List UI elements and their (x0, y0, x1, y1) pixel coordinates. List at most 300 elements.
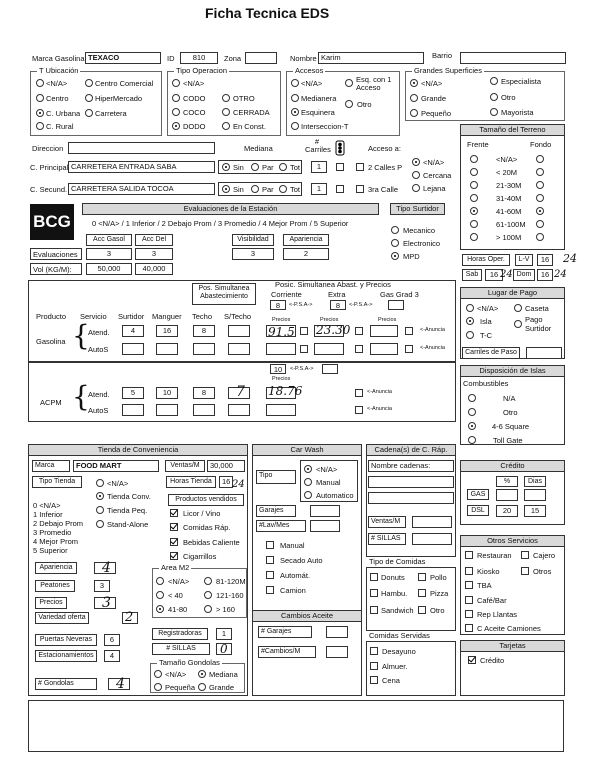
acceso-lejana-radio[interactable] (412, 184, 420, 192)
carwash-automat-check-label: Automát. (280, 571, 311, 580)
variedad-handwritten: 2 (125, 610, 134, 625)
gondolas-title: Tamaño Gondolas (159, 658, 220, 667)
tienda-horas-handwritten: 24 (232, 479, 245, 490)
tienda-horas-field[interactable]: 16 (219, 476, 233, 488)
traffic-light-icon (333, 140, 347, 156)
pago-tc-radio[interactable] (466, 331, 474, 339)
area-160-label: > 160 (216, 605, 235, 614)
servicio-aceite-label: C Aceite Camiones (477, 624, 541, 633)
acpm-pos-field-2[interactable] (322, 364, 338, 374)
area-121-radio[interactable] (204, 591, 212, 599)
terreno-frente-radio[interactable] (470, 233, 478, 241)
terreno-fondo-radio[interactable] (536, 168, 544, 176)
tienda-tipo-peq-label: Tienda Peq. (107, 506, 148, 515)
servicio-cajero-label: Cajero (533, 551, 556, 560)
horas-dom-field[interactable]: 16 (537, 269, 553, 281)
eval-visibilidad-field[interactable]: 3 (232, 248, 274, 260)
evaluaciones-title: Evaluaciones de la Estación (82, 203, 379, 215)
ubicacion-na-radio[interactable] (36, 79, 44, 87)
horas-sab-label: Sab (462, 269, 482, 281)
zona-field[interactable] (245, 52, 277, 64)
gondolas-na-radio[interactable] (154, 670, 162, 678)
islas-otro-label: Otro (503, 408, 518, 417)
gasolina-check-2[interactable] (355, 327, 363, 335)
eval-header-acc-gasol: Acc Gasol (86, 234, 132, 246)
gasolina-autos-check-2[interactable] (355, 345, 363, 353)
acpm-techo-field[interactable]: 8 (193, 387, 215, 399)
servicio-tba-check[interactable] (465, 581, 473, 589)
secundaria-field[interactable]: CARRETERA SALIDA TOCOA (68, 183, 215, 195)
accesos-esquinera-radio[interactable] (291, 108, 299, 116)
pos-simultanea-label: Pos. Simultanea Abastecimiento (192, 283, 256, 305)
acpm-autos-check-1[interactable] (355, 406, 363, 414)
ngondolas-label: # Gondolas (35, 678, 97, 690)
acpm-check-1[interactable] (355, 389, 363, 397)
accesos-intersec-label: Interseccion-T (301, 122, 349, 131)
credito-gas-pct[interactable] (496, 489, 518, 501)
tienda-tipo-conv-radio[interactable] (96, 492, 104, 500)
gasolina-autos-stecho[interactable] (228, 343, 250, 355)
servicio-cafe-check[interactable] (465, 596, 473, 604)
eval-apariencia-field[interactable]: 2 (283, 248, 329, 260)
acceso-na-label: <N/A> (423, 158, 445, 167)
producto-bebidas-check[interactable] (170, 538, 178, 546)
marca-field[interactable]: TEXACO (85, 52, 161, 64)
ubicacion-na-label: <N/A> (46, 79, 68, 88)
ubicacion-title: T Ubicación (39, 66, 79, 75)
superficies-grande-label: Grande (421, 94, 447, 103)
accesos-na-radio[interactable] (291, 79, 299, 87)
terreno-frente-radio[interactable] (470, 181, 478, 189)
carwash-manual-radio[interactable] (304, 478, 312, 486)
nombre-field[interactable]: Karim (318, 52, 424, 64)
islas-square-radio[interactable] (468, 422, 476, 430)
cadena-nombre-3[interactable] (368, 492, 454, 504)
accesos-medianera-label: Medianera (301, 94, 337, 103)
gasolina-precios-3: Precios (378, 317, 397, 323)
aceite-title: Cambios Aceite (252, 610, 362, 622)
gasolina-autos-techo[interactable] (193, 343, 215, 355)
terreno-frente-radio[interactable] (470, 155, 478, 163)
tienda-marca-label: Marca (32, 460, 70, 472)
secundaria-tot-radio[interactable] (279, 185, 287, 193)
tienda-ventas-label: Ventas/M (165, 460, 205, 472)
tienda-tipo-na-radio[interactable] (96, 479, 104, 487)
combustibles-label: Combustibles (463, 379, 509, 388)
acceso-cercana-radio[interactable] (412, 171, 420, 179)
barrio-field[interactable] (460, 52, 566, 64)
horas-sab-handwritten: 24 (500, 269, 513, 280)
ubicacion-hiper-radio[interactable] (85, 94, 93, 102)
servida-cena-check[interactable] (370, 676, 378, 684)
islas-square-label: 4-6 Square (492, 422, 530, 431)
gasolina-techo-field[interactable]: 8 (193, 325, 215, 337)
secundaria-carriles-field[interactable]: 1 (311, 183, 327, 195)
operacion-na-radio[interactable] (172, 79, 180, 87)
comida-donuts-check[interactable] (370, 573, 378, 581)
tienda-marca-field[interactable]: FOOD MART (73, 460, 159, 472)
servicios-panel (460, 535, 565, 635)
ubicacion-rural-radio[interactable] (36, 122, 44, 130)
carwash-manual-check[interactable] (266, 541, 274, 549)
superficies-pequeno-radio[interactable] (410, 109, 418, 117)
horas-lv-label: L-V (515, 254, 533, 266)
precios-handwritten: 3 (102, 595, 111, 611)
carwash-auto-radio[interactable] (304, 491, 312, 499)
notes-area[interactable] (28, 700, 564, 752)
carriles-paso-field[interactable] (526, 347, 562, 359)
carwash-manual-label: Manual (316, 478, 341, 487)
evaluaciones-row-label: Evaluaciones (33, 250, 78, 259)
gasolina-autos-precio-1[interactable] (266, 343, 296, 355)
secundaria-par-radio[interactable] (251, 185, 259, 193)
tienda-tipo-alone-radio[interactable] (96, 520, 104, 528)
accesos-esquinera-label: Esquinera (301, 108, 335, 117)
surtidor-mecanico-label: Mecanico (403, 226, 436, 235)
area-121-label: 121-160 (216, 591, 244, 600)
comida-otro-check[interactable] (418, 606, 426, 614)
operacion-coco-label: COCO (183, 108, 206, 117)
terreno-title: Tamaño del Terreno (460, 124, 565, 136)
principal-calles-label: 2 Calles P (368, 163, 403, 172)
surtidor-mpd-radio[interactable] (391, 252, 399, 260)
eval-acc-gasol-field[interactable]: 3 (86, 248, 132, 260)
eval-header-visibilidad: Visibilidad (232, 234, 274, 246)
terreno-frente-radio[interactable] (470, 194, 478, 202)
credito-dsl-pct[interactable]: 20 (496, 505, 518, 517)
ubicacion-centro-radio[interactable] (36, 94, 44, 102)
comida-pizza-check[interactable] (418, 589, 426, 597)
id-label: ID (167, 54, 175, 63)
carriles-label: # Carriles (305, 137, 331, 155)
horas-oper-label: Horas Oper. (462, 254, 510, 266)
servicio-llantas-label: Rep Llantas (477, 610, 518, 619)
operacion-cerrada-radio[interactable] (222, 108, 230, 116)
tienda-ventas-field[interactable]: 30,000 (207, 460, 245, 472)
terreno-fondo-label: Fondo (530, 140, 552, 149)
comida-sandwich-check[interactable] (370, 606, 378, 614)
terreno-frente-radio[interactable] (470, 168, 478, 176)
carwash-na-label: <N/A> (316, 465, 338, 474)
marca-label: Marca Gasolina (32, 54, 85, 63)
tarjeta-credito-label: Crédito (480, 656, 505, 665)
gasolina-check-1[interactable] (300, 327, 308, 335)
carwash-lav-field[interactable] (310, 520, 340, 532)
gondolas-grande-radio[interactable] (198, 683, 206, 691)
comida-pollo-check[interactable] (418, 573, 426, 581)
tienda-scale-4: 4 Mejor Prom (33, 537, 79, 546)
direccion-field[interactable] (68, 142, 215, 154)
producto-cigarrillos-label: Cigarrillos (183, 552, 217, 561)
cadena-sillas-field[interactable] (412, 533, 452, 545)
tarjeta-credito-check[interactable] (468, 656, 476, 664)
apariencia-label: Apariencia (35, 562, 77, 574)
vol-gasol-field[interactable]: 50,000 (86, 263, 132, 275)
superficies-pequeno-label: Pequeño (421, 109, 452, 118)
servicio-cajero-check[interactable] (521, 551, 529, 559)
area-4180-radio[interactable] (156, 605, 164, 613)
variedad-label: Variedad oferta (35, 612, 89, 624)
accesos-otro-radio[interactable] (345, 100, 353, 108)
terreno-frente-radio[interactable] (470, 207, 478, 215)
horas-lv-field[interactable]: 16 (537, 254, 553, 266)
vol-del-field[interactable]: 40,000 (135, 263, 173, 275)
principal-check-2[interactable] (356, 163, 364, 171)
carwash-garajes-field[interactable] (310, 505, 340, 517)
operacion-na-label: <N/A> (183, 79, 205, 88)
gasolina-manguer-field[interactable]: 16 (156, 325, 178, 337)
acpm-stecho-handwritten: 7 (236, 384, 245, 400)
gasolina-autos-precio-2[interactable] (314, 343, 344, 355)
acpm-manguer-field[interactable]: 10 (156, 387, 178, 399)
pago-title: Lugar de Pago (460, 287, 565, 299)
gasolina-stecho-field[interactable] (228, 325, 250, 337)
acpm-pos-field[interactable]: 10 (270, 364, 286, 374)
nombre-label: Nombre (290, 54, 317, 63)
estac-field[interactable]: 4 (104, 650, 120, 662)
tienda-sillas-handwritten: 0 (220, 642, 228, 656)
accesos-medianera-radio[interactable] (291, 94, 299, 102)
tienda-tipo-peq-radio[interactable] (96, 506, 104, 514)
surtidor-mpd-label: MPD (403, 252, 420, 261)
operacion-codo-label: CODO (183, 94, 206, 103)
secundaria-sin-radio[interactable] (222, 185, 230, 193)
servicio-restauran-check[interactable] (465, 551, 473, 559)
eval-acc-del-field[interactable]: 3 (135, 248, 173, 260)
acpm-autos-techo[interactable] (193, 404, 215, 416)
header-techo: Techo (192, 312, 213, 321)
principal-carriles-field[interactable]: 1 (311, 161, 327, 173)
gasolina-autos-precio-3[interactable] (370, 343, 398, 355)
operacion-codo-radio[interactable] (172, 94, 180, 102)
corriente-pos-field[interactable]: 8 (270, 300, 286, 310)
gasolina-precios-1: Precios (272, 317, 291, 323)
ubicacion-rural-label: C. Rural (46, 122, 74, 131)
acpm-autos-manguer[interactable] (156, 404, 178, 416)
gasolina-autos-surtidor[interactable] (122, 343, 144, 355)
cadena-ventas-label: Ventas/M (368, 516, 406, 528)
operacion-const-radio[interactable] (222, 122, 230, 130)
aceite-garajes-label: # Garajes (258, 626, 312, 638)
extra-psa-label: <-P.S.A-> (349, 302, 373, 308)
producto-cigarrillos-check[interactable] (170, 552, 178, 560)
surtidor-electronico-label: Electronico (403, 239, 441, 248)
pago-isla-label: Isla (480, 317, 492, 326)
cadena-nombre-field[interactable]: Nombre cadenas: (368, 460, 454, 472)
terreno-option-label: 31-40M (496, 194, 522, 203)
tienda-tipo-conv-label: Tienda Conv. (107, 492, 151, 501)
gasolina-surtidor-field[interactable]: 4 (122, 325, 144, 337)
gasolina-autos-check-1[interactable] (300, 345, 308, 353)
gasolina-check-3[interactable] (405, 327, 413, 335)
registradoras-label: Registradoras (152, 628, 208, 640)
accesos-esq-radio[interactable] (345, 79, 353, 87)
islas-toll-radio[interactable] (468, 436, 476, 444)
header-surtidor: Surtidor (118, 312, 145, 321)
posic-simultanea-label: Posic. Simultanea Abast. y Precios (275, 280, 391, 289)
producto-licor-label: Licor / Vino (183, 509, 221, 518)
ubicacion-urbana-radio[interactable] (36, 109, 44, 117)
carwash-automat-check[interactable] (266, 571, 274, 579)
carwash-garajes-label: Garajes (256, 505, 296, 517)
ubicacion-carretera-radio[interactable] (85, 109, 93, 117)
islas-na-radio[interactable] (468, 394, 476, 402)
accesos-intersec-radio[interactable] (291, 122, 299, 130)
principal-label: C. Principal (30, 163, 69, 172)
area-title: Area M2 (161, 563, 190, 572)
registradoras-field[interactable]: 1 (216, 628, 232, 640)
ubicacion-cc-label: Centro Comercial (95, 79, 154, 88)
operacion-cerrada-label: CERRADA (233, 108, 270, 117)
terreno-fondo-radio[interactable] (536, 181, 544, 189)
carwash-secado-check[interactable] (266, 556, 274, 564)
acpm-surtidor-field[interactable]: 5 (122, 387, 144, 399)
puertas-label: Puertas Neveras (35, 634, 97, 646)
acpm-autos-stecho[interactable] (228, 404, 250, 416)
operacion-const-label: En Const. (233, 122, 266, 131)
acceso-lejana-label: Lejana (423, 184, 446, 193)
acpm-autos-surtidor[interactable] (122, 404, 144, 416)
credito-dsl-dias[interactable]: 15 (524, 505, 546, 517)
comida-hambu-check[interactable] (370, 589, 378, 597)
terreno-fondo-radio[interactable] (536, 194, 544, 202)
pago-na-radio[interactable] (466, 304, 474, 312)
id-field[interactable]: 810 (180, 52, 218, 64)
productos-title: Productos vendidos (168, 494, 244, 506)
tienda-tipo-alone-label: Stand-Alone (107, 520, 149, 529)
terreno-fondo-radio[interactable] (536, 220, 544, 228)
pago-isla-radio[interactable] (466, 317, 474, 325)
vol-label: Vol (KG/M): (33, 265, 72, 274)
principal-tot-radio[interactable] (279, 163, 287, 171)
acpm-autos-label: AutoS (88, 406, 109, 415)
operacion-title: Tipo Operacion (176, 66, 227, 75)
acpm-psa-label: <-P.S.A-> (290, 366, 314, 372)
pago-caseta-label: Caseta (525, 304, 549, 313)
surtidor-mecanico-radio[interactable] (391, 226, 399, 234)
servicio-llantas-check[interactable] (465, 610, 473, 618)
ubicacion-cc-radio[interactable] (85, 79, 93, 87)
aceite-garajes-field[interactable] (326, 626, 348, 638)
carwash-title: Car Wash (252, 444, 362, 456)
gasolina-atend-label: Atend. (88, 328, 110, 337)
carwash-lav-label: #Lav/Mes (256, 520, 306, 532)
operacion-dodo-radio[interactable] (172, 122, 180, 130)
ubicacion-hiper-label: HiperMercado (95, 94, 143, 103)
superficies-grande-radio[interactable] (410, 94, 418, 102)
superficies-na-radio[interactable] (410, 79, 418, 87)
principal-par-radio[interactable] (251, 163, 259, 171)
gondolas-mediana-radio[interactable] (198, 670, 206, 678)
grad3-pos-field[interactable] (388, 300, 404, 310)
bcg-logo: BCG (30, 204, 74, 240)
carwash-secado-check-label: Secado Auto (280, 556, 323, 565)
acceso-na-radio[interactable] (412, 158, 420, 166)
islas-title: Disposición de Islas (460, 365, 565, 377)
surtidor-electronico-radio[interactable] (391, 239, 399, 247)
gasolina-precio-corriente-hw: 91.5 (268, 325, 295, 339)
superficies-title: Grandes Superficies (414, 66, 482, 75)
servida-desayuno-check[interactable] (370, 647, 378, 655)
servicio-otros-label: Otros (533, 567, 552, 576)
peatones-field[interactable]: 3 (94, 580, 110, 592)
terreno-fondo-radio[interactable] (536, 233, 544, 241)
credito-pct-label: % (496, 476, 518, 487)
carwash-camion-check[interactable] (266, 586, 274, 594)
servicio-restauran-label: Restauran (477, 551, 512, 560)
secundaria-check-2[interactable] (356, 185, 364, 193)
servida-almuer-check[interactable] (370, 662, 378, 670)
islas-otro-radio[interactable] (468, 408, 476, 416)
producto-licor-check[interactable] (170, 509, 178, 517)
gasolina-precio-grad3[interactable] (370, 325, 398, 337)
superficies-especialista-radio[interactable] (490, 77, 498, 85)
servicio-otros-check[interactable] (521, 567, 529, 575)
servicio-kiosko-check[interactable] (465, 567, 473, 575)
superficies-otro-radio[interactable] (490, 93, 498, 101)
principal-field[interactable]: CARRETERA ENTRADA SABA (68, 161, 215, 173)
tarjetas-title: Tarjetas (460, 640, 565, 652)
horas-lv-handwritten: 24 (563, 252, 577, 265)
gondolas-grande-label: Grande (209, 683, 235, 692)
ngondolas-handwritten: 4 (116, 676, 125, 692)
gondolas-pequena-radio[interactable] (154, 683, 162, 691)
area-40-radio[interactable] (156, 591, 164, 599)
direccion-label: Direccion (32, 144, 64, 153)
extra-pos-field[interactable]: 8 (330, 300, 346, 310)
puertas-field[interactable]: 6 (104, 634, 120, 646)
gasolina-autos-manguer[interactable] (156, 343, 178, 355)
islas-toll-label: Toll Gate (493, 436, 523, 445)
principal-check-1[interactable] (336, 163, 344, 171)
secundaria-par-label: Par (262, 185, 274, 194)
cadena-nombre-2[interactable] (368, 476, 454, 488)
carwash-na-radio[interactable] (304, 465, 312, 473)
area-160-radio[interactable] (204, 605, 212, 613)
operacion-coco-radio[interactable] (172, 108, 180, 116)
terreno-option-label: < 20M (496, 168, 518, 177)
horas-sab-field[interactable]: 16 (485, 269, 503, 281)
carwash-auto-label: Automatico (316, 491, 354, 500)
pago-caseta-radio[interactable] (514, 304, 522, 312)
precios-label: Precios (35, 597, 67, 609)
operacion-otro-radio[interactable] (222, 94, 230, 102)
terreno-frente-radio[interactable] (470, 220, 478, 228)
cadena-ventas-field[interactable] (412, 516, 452, 528)
pago-tc-label: T-C (480, 331, 493, 340)
credito-title: Crédito (460, 460, 565, 472)
superficies-mayorista-radio[interactable] (490, 108, 498, 116)
aceite-cambios-field[interactable] (326, 646, 348, 658)
area-81-radio[interactable] (204, 577, 212, 585)
gasolina-precio-extra-hw: 23.30 (316, 323, 351, 337)
acpm-autos-precio[interactable] (266, 404, 296, 416)
principal-sin-radio[interactable] (222, 163, 230, 171)
secundaria-check-1[interactable] (336, 185, 344, 193)
producto-comidas-check[interactable] (170, 523, 178, 531)
terreno-fondo-radio[interactable] (536, 207, 544, 215)
gasolina-autos-check-3[interactable] (405, 345, 413, 353)
area-na-radio[interactable] (156, 577, 164, 585)
credito-gas-dias[interactable] (524, 489, 546, 501)
servicio-aceite-check[interactable] (465, 624, 473, 632)
comida-hambu-label: Hambu. (381, 589, 408, 598)
terreno-fondo-radio[interactable] (536, 155, 544, 163)
gondolas-pequena-label: Pequeña (165, 683, 196, 692)
terreno-option-label: 41-60M (496, 207, 522, 216)
pago-surtidor-radio[interactable] (514, 320, 522, 328)
principal-par-label: Par (262, 163, 274, 172)
